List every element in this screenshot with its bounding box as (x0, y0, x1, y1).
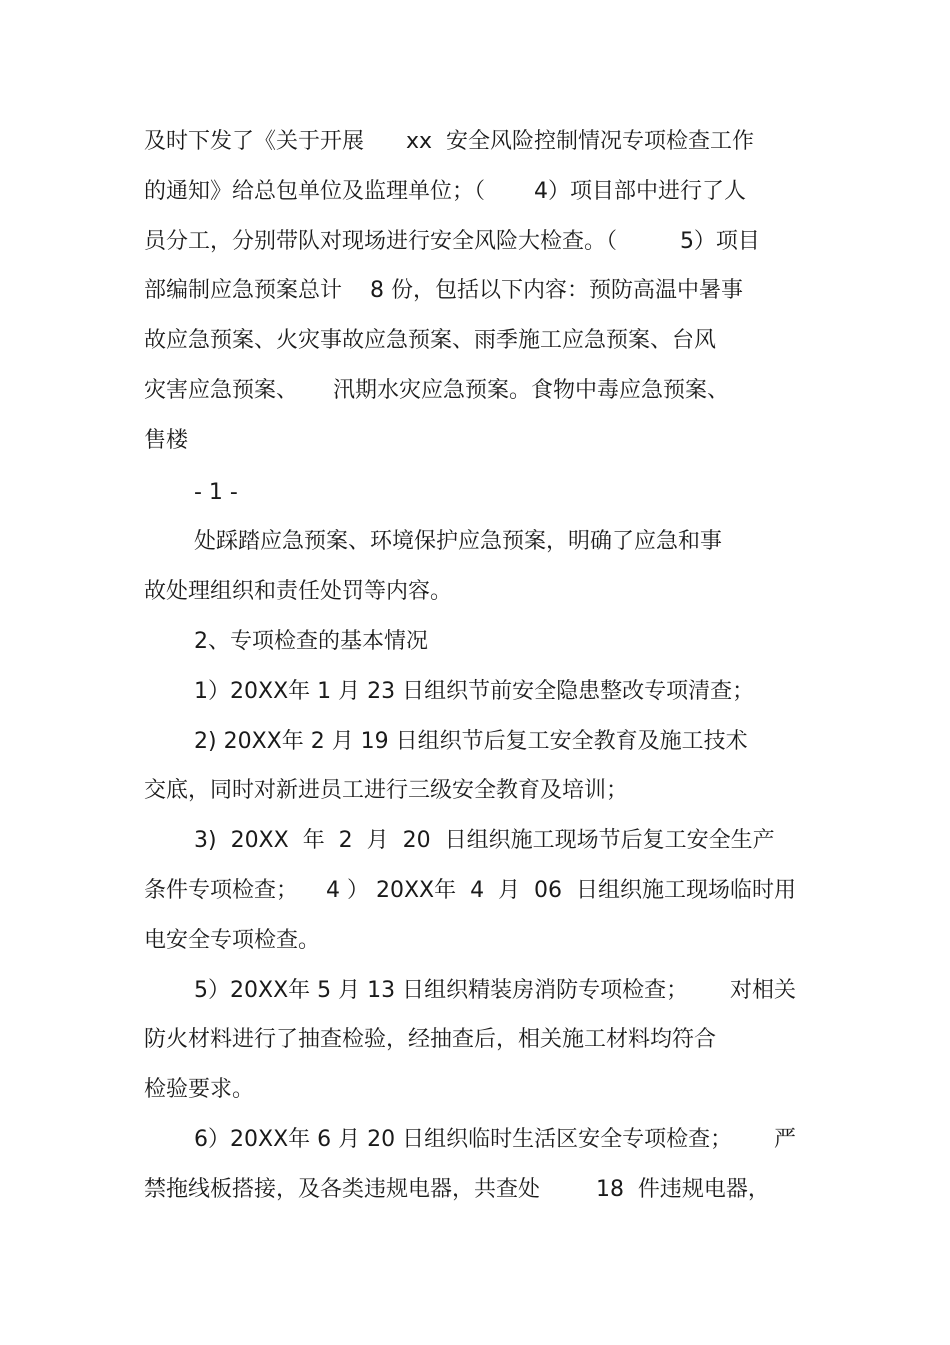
text-line: 故处理组织和责任处罚等内容。 (144, 579, 453, 604)
text-line: 及时下发了《关于开展 xx 安全风险控制情况专项检查工作 (144, 129, 754, 154)
text-line: 灾害应急预案、 汛期水灾应急预案。食物中毒应急预案、 (144, 378, 729, 403)
text-line: 防火材料进行了抽查检验，经抽查后，相关施工材料均符合 (144, 1027, 717, 1052)
text-line: 2) 20XX年 2 月 19 日组织节后复工安全教育及施工技术 (194, 729, 748, 754)
text-line: 禁拖线板搭接，及各类违规电器，共查处 18 件违规电器， (144, 1177, 770, 1202)
text-line: 员分工，分别带队对现场进行安全风险大检查。（ 5）项目 (144, 229, 760, 254)
text-line: 售楼 (144, 428, 189, 453)
text-line: 3) 20XX 年 2 月 20 日组织施工现场节后复工安全生产 (194, 828, 775, 853)
text-line: 处踩踏应急预案、环境保护应急预案，明确了应急和事 (194, 529, 723, 554)
text-line: 交底，同时对新进员工进行三级安全教育及培训； (144, 778, 629, 803)
text-line: 检验要求。 (144, 1077, 255, 1102)
text-line: 5）20XX年 5 月 13 日组织精装房消防专项检查； 对相关 (194, 978, 797, 1003)
text-line: 的通知》给总包单位及监理单位；（ 4）项目部中进行了人 (144, 179, 746, 204)
text-line: 电安全专项检查。 (144, 928, 321, 953)
text-line: 1）20XX年 1 月 23 日组织节前安全隐患整改专项清查； (194, 679, 755, 704)
text-line: 条件专项检查； 4 ） 20XX年 4 月 06 日组织施工现场临时用 (144, 878, 797, 903)
text-line: 部编制应急预案总计 8 份，包括以下内容：预防高温中暑事 (144, 278, 743, 303)
page-number: - 1 - (194, 480, 238, 505)
text-line: 故应急预案、火灾事故应急预案、雨季施工应急预案、台风 (144, 328, 717, 353)
text-line: 6）20XX年 6 月 20 日组织临时生活区安全专项检查； 严 (194, 1127, 797, 1152)
section-heading: 2、专项检查的基本情况 (194, 629, 428, 654)
